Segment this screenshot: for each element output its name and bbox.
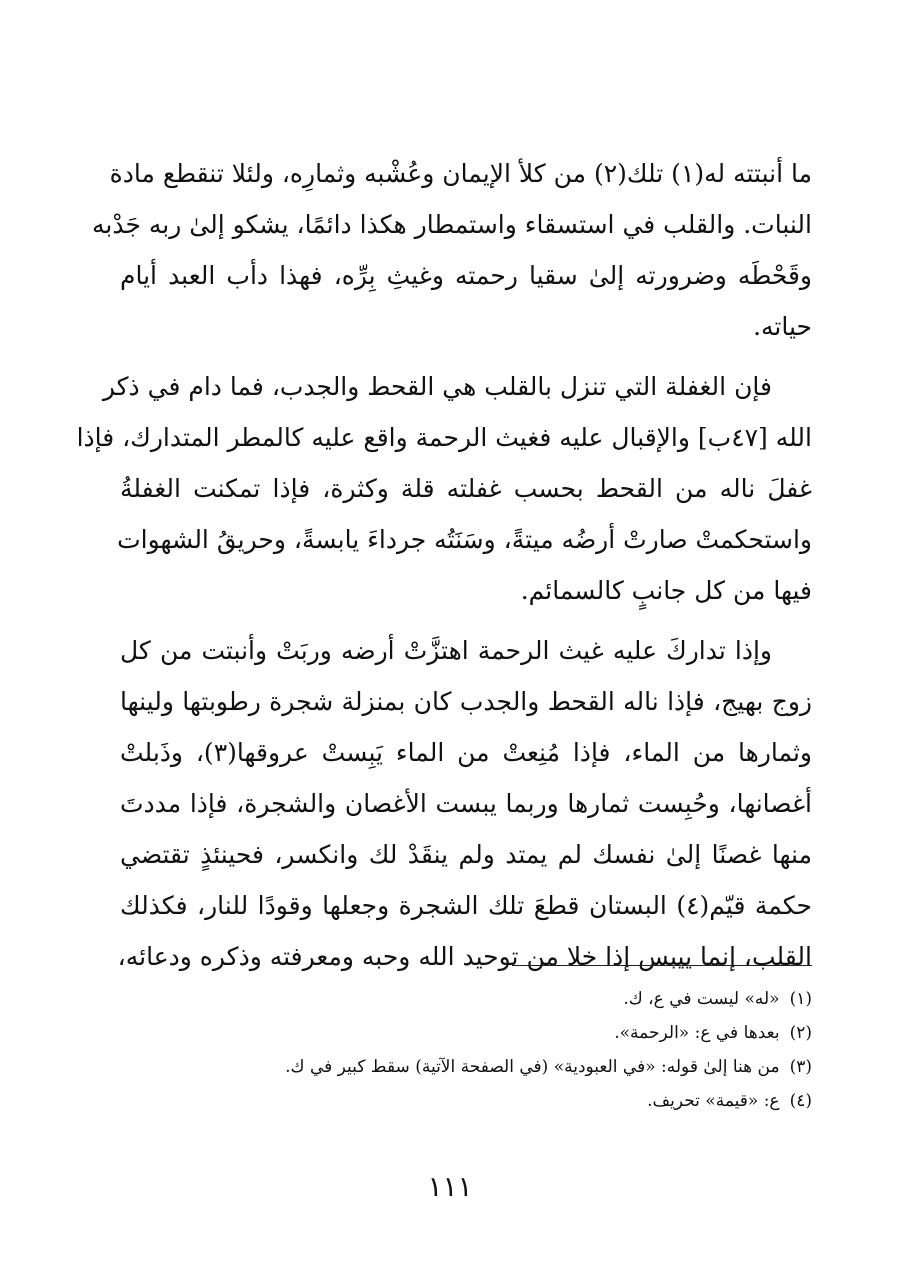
text-line: النبات. والقلب في استسقاء واستمطار هكذا دائمًا، يشكو إلىٰ ربه جَدْبه xyxy=(91,210,812,239)
footnote-text: ع: «قيمة» تحريف. xyxy=(647,1091,780,1111)
footnote-item xyxy=(212,1050,812,1084)
main-text xyxy=(76,148,812,982)
text-line: ما أنبتته له(١) تلك(٢) من كلأ الإيمان وعُشْبه وثمارِه، ولئلا تنقطع مادة xyxy=(109,159,812,188)
text-line: القلب، إنما ييبس إذا خلا من توحيد الله وحبه ومعرفته وذكره ودعائه، xyxy=(117,942,812,971)
text-line: أغصانها، وحُبِست ثمارها وربما يبست الأغصان والشجرة، فإذا مددتَ xyxy=(120,789,812,818)
text-line: فيها من كل جانبٍ كالسمائم. xyxy=(520,576,812,605)
footnote-number: (٤) xyxy=(789,1091,812,1111)
text-line: زوج بهيج، فإذا ناله القحط والجدب كان بمنزلة شجرة رطوبتها ولينها xyxy=(120,687,812,716)
text-line: وإذا تداركَ عليه غيث الرحمة اهتزَّتْ أرضه وربَتْ وأنبتت من كل xyxy=(120,636,772,665)
paragraph-gap xyxy=(120,616,812,625)
text-line: وقَحْطَه وضرورته إلىٰ سقيا رحمته وغيثِ بِرِّه، فهذا دأب العبد أيام xyxy=(120,261,812,290)
text-line: فإن الغفلة التي تنزل بالقلب هي القحط والجدب، فما دام في ذكر xyxy=(102,372,772,401)
paragraph-2 xyxy=(76,361,812,616)
footnote-item xyxy=(212,1084,812,1118)
text-line: غفلَ ناله من القحط بحسب غفلته قلة وكثرة، فإذا تمكنت الغفلةُ xyxy=(120,474,812,503)
footnote-text: «له» ليست في ع، ك. xyxy=(623,989,780,1009)
footnote-item xyxy=(212,982,812,1016)
footnote-item xyxy=(212,1016,812,1050)
footnotes xyxy=(212,982,812,1118)
paragraph-gap xyxy=(120,352,812,361)
text-line: حكمة قيّم(٤) البستان قطعَ تلك الشجرة وجعلها وقودًا للنار، فكذلك xyxy=(120,891,812,920)
text-line: منها غصنًا إلىٰ نفسك لم يمتد ولم ينقَدْ لك وانكسر، فحينئذٍ تقتضي xyxy=(120,840,812,869)
footnote-number: (٣) xyxy=(789,1057,812,1077)
text-line: حياته. xyxy=(753,312,812,341)
footnote-text: بعدها في ع: «الرحمة». xyxy=(614,1023,780,1043)
footnote-number: (٢) xyxy=(789,1023,812,1043)
paragraph-3 xyxy=(117,625,812,982)
footnote-number: (١) xyxy=(789,989,812,1009)
text-line: وثمارها من الماء، فإذا مُنِعتْ من الماء يَبِستْ عروقها(٣)، وذَبلتْ xyxy=(120,738,812,767)
footnote-divider xyxy=(512,965,812,966)
page-number: ١١١ xyxy=(427,1170,473,1203)
footnote-text: من هنا إلىٰ قوله: «في العبودية» (في الصفحة الآتية) سقط كبير في ك. xyxy=(285,1057,780,1077)
text-line: واستحكمتْ صارتْ أرضُه ميتةً، وسَنَتُه جرداءَ يابسةً، وحريقُ الشهوات xyxy=(117,525,812,554)
text-line: الله [٤٧ب] والإقبال عليه فغيث الرحمة واقع عليه كالمطر المتدارك، فإذا xyxy=(76,423,812,452)
paragraph-1 xyxy=(91,148,812,352)
